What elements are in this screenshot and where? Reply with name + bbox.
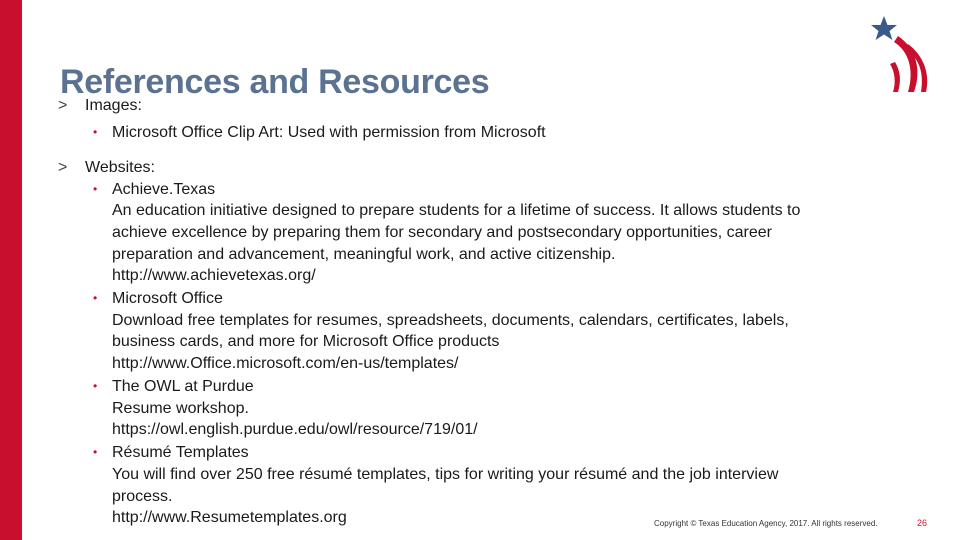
left-accent-bar bbox=[0, 0, 22, 540]
item-line: Microsoft Office Clip Art: Used with permission from Microsoft bbox=[112, 123, 546, 141]
bullet-dot-icon: • bbox=[93, 291, 98, 306]
item-description: Resume workshop. bbox=[112, 399, 249, 417]
item-url: http://www.Office.microsoft.com/en-us/templates/ bbox=[112, 355, 459, 373]
item-title: The OWL at Purdue bbox=[112, 378, 254, 396]
bullet-dot-icon: • bbox=[93, 181, 98, 196]
item-description: An education initiative designed to prepare students for a lifetime of success. It allows students to bbox=[112, 202, 801, 220]
item-title: Microsoft Office bbox=[112, 290, 223, 308]
item-url: http://www.Resumetemplates.org bbox=[112, 509, 347, 527]
item-url: https://owl.english.purdue.edu/owl/resource/719/01/ bbox=[112, 421, 478, 439]
section-label: Images: bbox=[85, 97, 142, 114]
section-label: Websites: bbox=[85, 159, 155, 177]
content-body bbox=[58, 95, 918, 529]
arrow-bullet-icon: > bbox=[58, 97, 68, 114]
item-description: preparation and advancement, meaningful work, and active citizenship. bbox=[112, 245, 616, 263]
section-websites bbox=[58, 157, 918, 529]
list-item-achieve-texas bbox=[93, 179, 918, 287]
copyright-footer: Copyright © Texas Education Agency, 2017. All rights reserved. bbox=[654, 519, 878, 528]
bullet-dot-icon: • bbox=[93, 445, 98, 460]
page-title: References and Resources bbox=[60, 63, 490, 101]
item-description: You will find over 250 free résumé templates, tips for writing your résumé and the job interview bbox=[112, 466, 779, 483]
bullet-dot-icon: • bbox=[93, 124, 98, 139]
item-description: process. bbox=[112, 487, 173, 505]
item-title: Résumé Templates bbox=[112, 444, 249, 462]
page-number: 26 bbox=[917, 518, 928, 528]
star-flag-logo-icon bbox=[868, 14, 934, 94]
arrow-bullet-icon: > bbox=[58, 159, 68, 177]
item-title: Achieve.Texas bbox=[112, 180, 216, 198]
list-item bbox=[93, 122, 918, 144]
list-item-owl-purdue bbox=[93, 376, 918, 441]
item-description: business cards, and more for Microsoft Office products bbox=[112, 333, 500, 351]
item-description: achieve excellence by preparing them for secondary and postsecondary opportunities, career bbox=[112, 223, 772, 241]
list-item-resume-templates bbox=[93, 442, 918, 528]
item-list bbox=[85, 179, 918, 529]
section-images bbox=[58, 95, 918, 143]
list-item-microsoft-office bbox=[93, 288, 918, 374]
item-url: http://www.achievetexas.org/ bbox=[112, 267, 316, 285]
item-list bbox=[85, 122, 918, 144]
item-description: Download free templates for resumes, spreadsheets, documents, calendars, certificates, labels, bbox=[112, 311, 789, 329]
bullet-dot-icon: • bbox=[93, 379, 98, 394]
